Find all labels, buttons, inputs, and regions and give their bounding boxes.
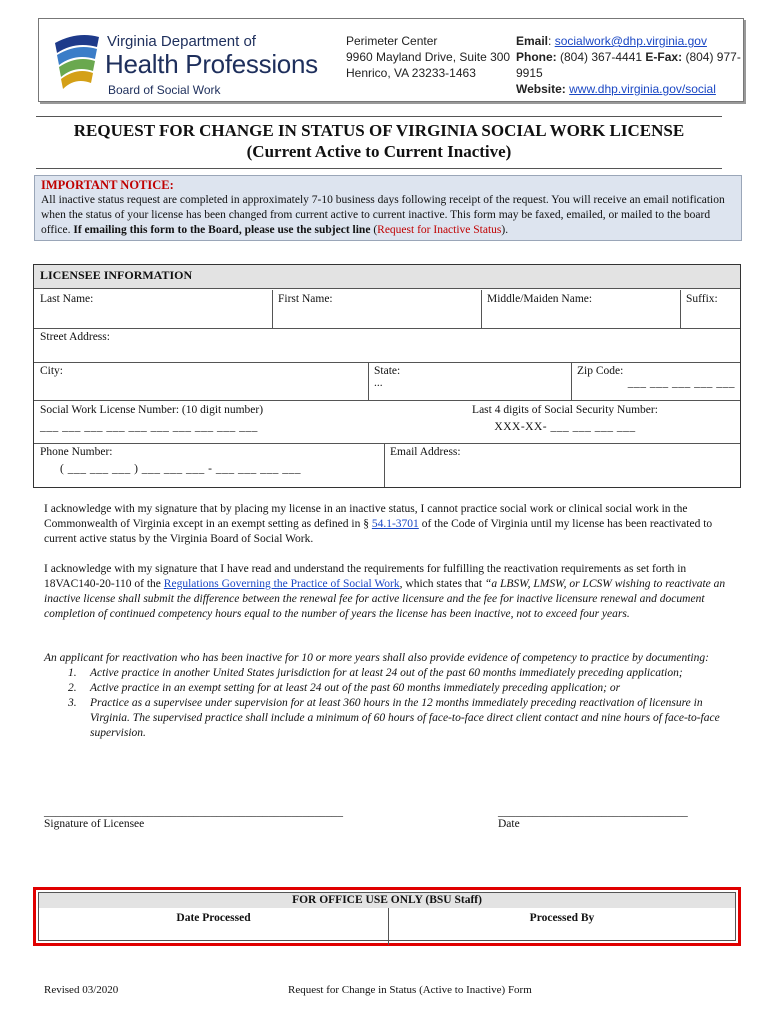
letterhead bbox=[38, 18, 744, 102]
street-address-field[interactable]: Street Address: bbox=[40, 331, 110, 343]
efax-value: (804) 977-9915 bbox=[516, 50, 741, 80]
processed-by-cell: Processed By bbox=[529, 912, 595, 924]
licensee-header: LICENSEE INFORMATION bbox=[34, 265, 740, 289]
ssn-field[interactable] bbox=[388, 401, 742, 436]
dhp-logo-icon bbox=[51, 29, 103, 93]
email-address-field[interactable]: Email Address: bbox=[390, 446, 461, 458]
ssn-label: Last 4 digits of Social Security Number: bbox=[472, 404, 658, 416]
signature-label: Signature of Licensee bbox=[44, 818, 145, 830]
zip-blanks: ___ ___ ___ ___ ___ bbox=[627, 377, 735, 389]
notice-heading: IMPORTANT NOTICE: bbox=[41, 178, 174, 192]
date-line: _________________________________ bbox=[498, 806, 688, 818]
revision-date: Revised 03/2020 bbox=[44, 984, 119, 996]
regulation-quote: “a LBSW, LMSW, or LCSW wishing to reactivate an inactive license shall submit the difference between the renewal fee for active licensure and the fee for inactive licensure renewal and document completion of continued competency hours equal to the number of years the license has been inactive, not to exceed four years. bbox=[44, 578, 726, 620]
list-item: 1. Active practice in another United States jurisdiction for at least 24 out of the past 60 months immediately preceding application; bbox=[68, 667, 683, 679]
email-link[interactable]: socialwork@dhp.virginia.gov bbox=[554, 34, 707, 48]
logo-line-2: Health Professions bbox=[105, 49, 318, 79]
title-line-1: REQUEST FOR CHANGE IN STATUS OF VIRGINIA SOCIAL WORK LICENSE bbox=[73, 121, 685, 140]
email-label: Email bbox=[516, 34, 549, 48]
title-line-2: (Current Active to Current Inactive) bbox=[246, 142, 512, 161]
reactivation-requirements bbox=[44, 651, 728, 741]
state-value: ... bbox=[374, 377, 383, 389]
address-line: 9960 Mayland Drive, Suite 300 bbox=[346, 50, 511, 64]
license-number-blanks: ___ ___ ___ ___ ___ ___ ___ ___ ___ ___ bbox=[40, 421, 258, 433]
middle-name-field[interactable]: Middle/Maiden Name: bbox=[487, 293, 593, 305]
date-field[interactable] bbox=[498, 806, 688, 830]
website-label: Website: bbox=[516, 82, 566, 96]
signature-block bbox=[44, 806, 734, 836]
address-line: Henrico, VA 23233-1463 bbox=[346, 66, 476, 80]
logo-line-1: Virginia Department of bbox=[107, 33, 256, 50]
logo-line-3: Board of Social Work bbox=[108, 83, 221, 97]
phone-label: Phone: bbox=[516, 50, 557, 64]
phone-blanks: ( ___ ___ ___ ) ___ ___ ___ - ___ ___ ___ ___ bbox=[60, 463, 301, 475]
license-number-label: Social Work License Number: (10 digit number) bbox=[40, 404, 264, 416]
notice-body: All inactive status request are completed in approximately 7-10 business days following receipt of the request. You will receive an email notification when the status of your license has been changed from current active to current inactive. This form may be faxed, emailed, or mailed to the board office. If emailing this form to the Board, please use the subject line (Request for Inactive Status). bbox=[41, 194, 725, 236]
state-field[interactable] bbox=[368, 362, 406, 392]
zip-label: Zip Code: bbox=[577, 365, 624, 377]
list-item: 3. Practice as a supervisee under supervision for at least 360 hours in the 12 months immediately preceding reactivation of licensure in Virginia. The supervised practice shall include a minimum of 60 hours of face-to-face direct client contact and nine hours of face-to-face supervision. bbox=[68, 697, 720, 739]
phone-number-field[interactable] bbox=[34, 443, 384, 478]
last-name-field[interactable]: Last Name: bbox=[40, 293, 94, 305]
ssn-blanks: XXX-XX- ___ ___ ___ ___ bbox=[494, 421, 636, 433]
dhp-logo bbox=[51, 27, 351, 99]
state-label: State: bbox=[374, 365, 401, 377]
suffix-field[interactable]: Suffix: bbox=[686, 293, 718, 305]
list-item: 2. Active practice in an exempt setting for at least 24 out of the past 60 months immediately preceding application; or bbox=[68, 682, 621, 694]
address-line: Perimeter Center bbox=[346, 34, 438, 48]
important-notice bbox=[34, 175, 742, 241]
date-label: Date bbox=[498, 818, 520, 830]
acknowledgement-inactive: I acknowledge with my signature that by placing my license in an inactive status, I cannot practice social work or clinical social work in the Commonwealth of Virginia except in an exempt setting as defined in § 54.1-3701 of the Code of Virginia until my license has been reactivated to current active status by the Virginia Board of Social Work. bbox=[44, 503, 713, 545]
license-number-field[interactable] bbox=[34, 401, 388, 436]
form-title bbox=[36, 120, 722, 162]
zip-code-field[interactable] bbox=[571, 362, 741, 392]
title-rule-top bbox=[36, 116, 722, 117]
office-use-header: FOR OFFICE USE ONLY (BSU Staff) bbox=[39, 893, 735, 908]
requirements-list bbox=[44, 666, 728, 741]
notice-bold: If emailing this form to the Board, please use the subject line bbox=[73, 224, 371, 236]
phone-label: Phone Number: bbox=[40, 446, 113, 458]
office-address bbox=[346, 33, 510, 81]
date-processed-cell: Date Processed bbox=[39, 908, 389, 945]
phone-value: (804) 367-4441 bbox=[560, 50, 643, 64]
efax-label: E-Fax: bbox=[645, 50, 683, 64]
code-section-link[interactable]: 54.1-3701 bbox=[371, 518, 419, 530]
acknowledgement-reactivation: I acknowledge with my signature that I have read and understand the requirements for fulfilling the reactivation requirements as set forth in 18VAC140-20-110 of the Regulations Governing the Practice of Social Work, which states that “a LBSW, LMSW, or LCSW wishing to reactivate an inactive license shall submit the difference between the renewal fee for active licensure and the fee for inactive licensure renewal and document completion of continued competency hours equal to the number of years the license has been inactive, not to exceed four years. bbox=[44, 563, 726, 620]
reactivation-intro: An applicant for reactivation who has been inactive for 10 or more years shall also provide evidence of competency to practice by documenting: bbox=[44, 652, 709, 664]
office-use-box bbox=[33, 887, 741, 946]
contact-info: Email: socialwork@dhp.virginia.gov Phone: (804) 367-4441 E-Fax: (804) 977-9915 Website: www.dhp.virginia.gov/social bbox=[516, 34, 741, 96]
licensee-information-table bbox=[33, 264, 741, 488]
website-link[interactable]: www.dhp.virginia.gov/social bbox=[569, 82, 716, 96]
signature-line: ____________________________________________________ bbox=[44, 806, 343, 818]
city-field[interactable]: City: bbox=[40, 365, 64, 377]
notice-subject: Request for Inactive Status bbox=[377, 224, 502, 236]
form-name: Request for Change in Status (Active to Inactive) Form bbox=[288, 984, 532, 996]
first-name-field[interactable]: First Name: bbox=[278, 293, 333, 305]
signature-field[interactable] bbox=[44, 806, 343, 830]
regulations-link[interactable]: Regulations Governing the Practice of Social Work bbox=[163, 578, 400, 590]
title-rule-bottom bbox=[36, 168, 722, 169]
